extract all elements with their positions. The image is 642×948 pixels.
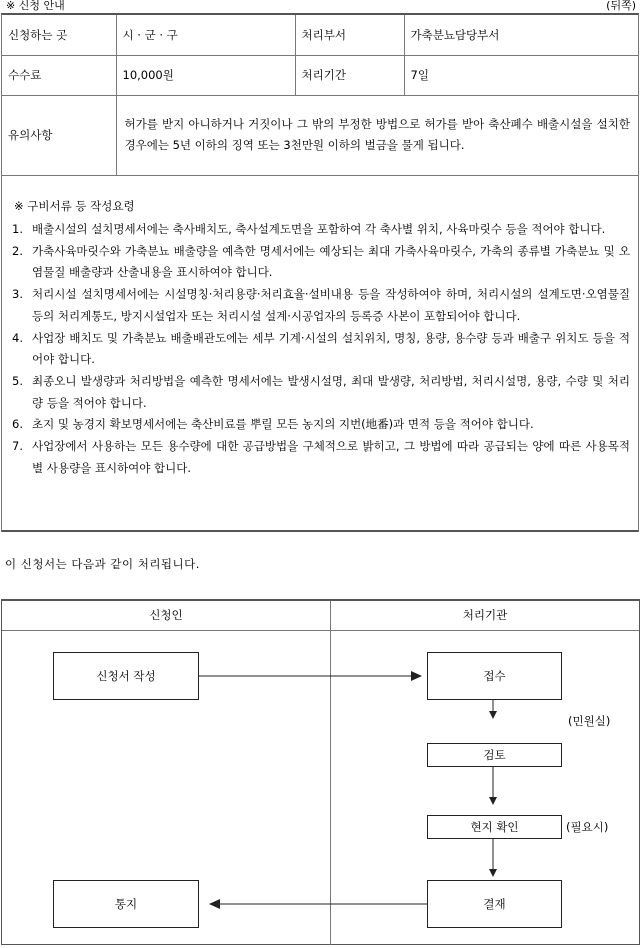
guide-list bbox=[12, 219, 630, 479]
step-notify bbox=[53, 880, 199, 928]
arrowhead-site bbox=[489, 797, 497, 805]
guide-item-text: 사업장에서 사용하는 모든 용수량에 대한 공급방법을 구체적으로 밝히고, 그 방법에 따라 공급되는 양에 따른 사용목적별 사용량을 표시하여야 합니다. bbox=[32, 439, 630, 475]
department-label: 처리부서 bbox=[295, 15, 404, 55]
info-box bbox=[1, 13, 639, 532]
arrowhead-notify bbox=[209, 899, 220, 909]
info-row-fee bbox=[2, 55, 638, 95]
guide-item-number: 5. bbox=[12, 373, 23, 388]
note-civil-office: (민원실) bbox=[568, 714, 611, 728]
guide-item-number: 4. bbox=[12, 330, 23, 345]
guide-item bbox=[12, 436, 630, 479]
column-applicant: 신청인 bbox=[2, 601, 330, 631]
caution-label: 유의사항 bbox=[2, 95, 116, 175]
arrowhead-review bbox=[489, 711, 497, 719]
guide-item-text: 처리시설 설치명세서에는 시설명칭·처리용량·처리효율·설비내용 등을 작성하여야 하며, 처리시설의 설계도면·오염물질 등의 처리계통도, 방지시설업자 또는 처리시설 설계·시공업자의 등록증 사본이 포함되어야 합니다. bbox=[32, 287, 630, 323]
guide-item-text: 초지 및 농경지 확보명세서에는 축산비료를 뿌릴 모든 농지의 지번(地番)과 면적 등을 적어야 합니다. bbox=[32, 417, 534, 432]
guide-item bbox=[12, 414, 630, 436]
office-label: 신청하는 곳 bbox=[2, 15, 116, 55]
guide-title: ※ 구비서류 등 작성요령 bbox=[14, 199, 135, 213]
info-row-caution bbox=[2, 95, 638, 175]
caution-text: 허가를 받지 아니하거나 거짓이나 그 밖의 부정한 방법으로 허가를 받아 축산폐수 배출시설을 설치한 경우에는 5년 이하의 징역 또는 3천만원 이하의 벌금을 물게 됩니다. bbox=[116, 95, 638, 175]
guide-item-text: 가축사육마릿수와 가축분뇨 배출량을 예측한 명세서에는 예상되는 최대 가축사육마릿수, 가축의 종류별 가축분뇨 및 오염물질 배출량과 산출내용을 표시하여야 합니다. bbox=[32, 243, 630, 280]
step-write-application bbox=[53, 652, 199, 700]
header-note: ※ 신청 안내 bbox=[6, 0, 65, 12]
guide-item-text: 배출시설의 설치명세서에는 축사배치도, 축사설계도면을 포함하여 각 축사별 위치, 사육마릿수 등을 적어야 합니다. bbox=[32, 222, 606, 236]
office-value: 시 · 군 · 구 bbox=[116, 15, 295, 55]
period-label: 처리기간 bbox=[295, 55, 404, 95]
step-notify-label: 통지 bbox=[114, 897, 138, 911]
step-site-label: 현지 확인 bbox=[470, 820, 519, 834]
arrowhead-approve bbox=[489, 869, 497, 877]
process-caption: 이 신청서는 다음과 같이 처리됩니다. bbox=[5, 557, 200, 571]
info-row-office bbox=[2, 15, 638, 55]
step-receive bbox=[427, 652, 562, 700]
department-value: 가축분뇨담당부서 bbox=[404, 15, 638, 55]
step-write-label: 신청서 작성 bbox=[96, 669, 156, 683]
note-if-needed: (필요시) bbox=[566, 820, 609, 834]
process-flowchart bbox=[1, 599, 640, 945]
fee-value: 10,000원 bbox=[116, 55, 295, 95]
guide-item-text: 사업장 배치도 및 가축분뇨 배출배관도에는 세부 기계·시설의 설치위치, 명칭, 용량, 용수량 등과 배출구 위치도 등을 적어야 합니다. bbox=[32, 330, 630, 367]
guide-item bbox=[12, 241, 630, 284]
step-review bbox=[427, 743, 562, 767]
guide-item-number: 3. bbox=[12, 287, 23, 302]
guide-item-number: 1. bbox=[12, 222, 23, 236]
info-table bbox=[2, 15, 638, 176]
guide-item-number: 7. bbox=[12, 439, 23, 454]
column-agency: 처리기관 bbox=[331, 601, 639, 631]
step-review-label: 검토 bbox=[483, 748, 506, 762]
page-side-label: (뒤쪽) bbox=[606, 0, 636, 12]
guide-item-text: 최종오니 발생량과 처리방법을 예측한 명세서에는 발생시설명, 최대 발생량, 처리방법, 처리시설명, 용량, 수량 및 처리량 등을 적어야 합니다. bbox=[32, 373, 630, 410]
guide-item bbox=[12, 219, 630, 241]
guide-item-number: 6. bbox=[12, 417, 23, 432]
step-receive-label: 접수 bbox=[483, 669, 506, 683]
step-site-check bbox=[427, 815, 562, 839]
guide-item bbox=[12, 371, 630, 414]
step-approve bbox=[427, 880, 562, 928]
guide-item bbox=[12, 284, 630, 327]
period-value: 7일 bbox=[404, 55, 638, 95]
arrowhead-receive bbox=[411, 671, 422, 681]
step-approve-label: 결재 bbox=[483, 897, 506, 911]
guide-item bbox=[12, 328, 630, 371]
fee-label: 수수료 bbox=[2, 55, 116, 95]
guide-item-number: 2. bbox=[12, 243, 23, 258]
